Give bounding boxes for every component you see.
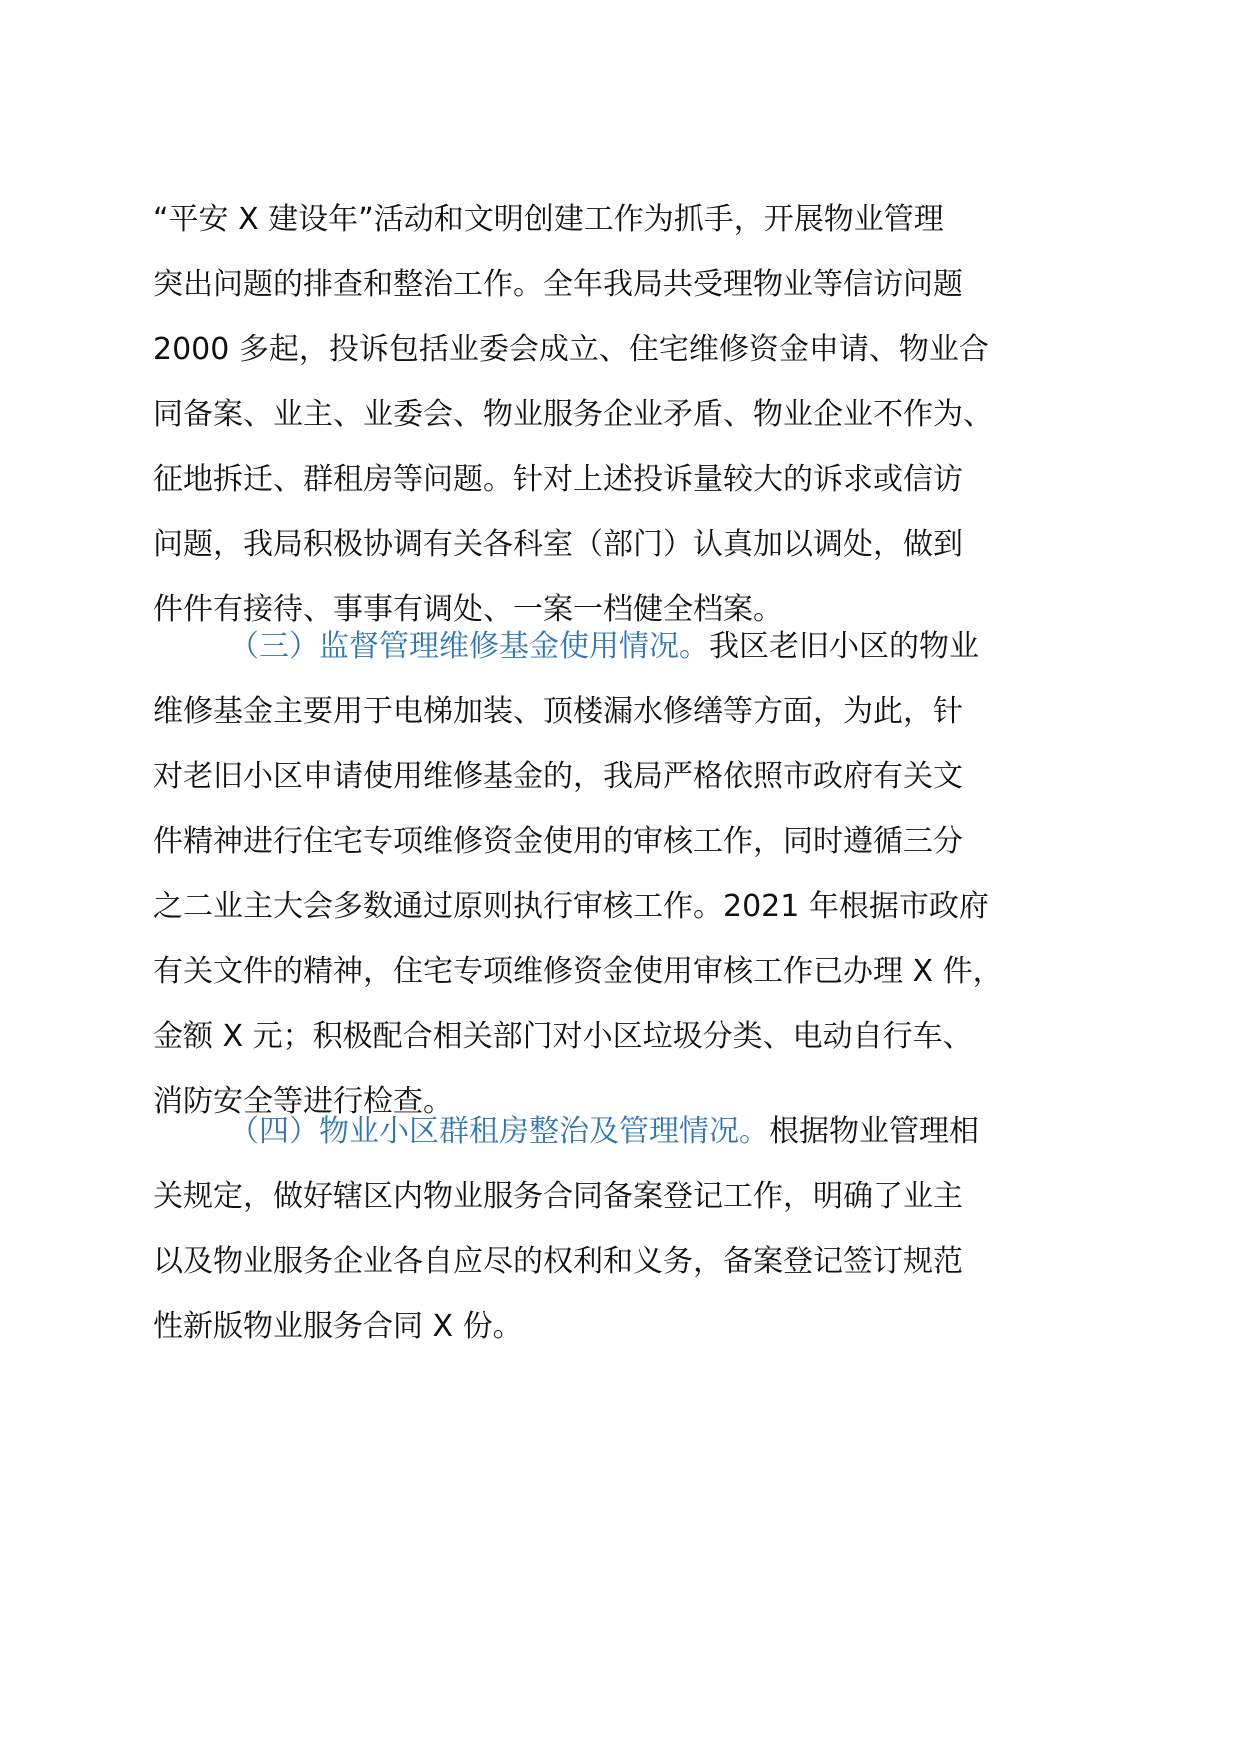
text-line: 之二业主大会多数通过原则执行审核工作。2021 年根据市政府	[153, 889, 989, 924]
text-line: 消防安全等进行检查。	[153, 1084, 453, 1119]
text-line: 关规定，做好辖区内物业服务合同备案登记工作，明确了业主	[153, 1179, 963, 1214]
text-line: 突出问题的排查和整治工作。全年我局共受理物业等信访问题	[153, 267, 963, 302]
text-line: 件件有接待、事事有调处、一案一档健全档案。	[153, 592, 783, 627]
text-line: 对老旧小区申请使用维修基金的，我局严格依照市政府有关文	[153, 759, 963, 794]
text-line: 维修基金主要用于电梯加装、顶楼漏水修缮等方面，为此，针	[153, 694, 963, 729]
paragraph-group-rental	[153, 1099, 1113, 1359]
text-line: 件精神进行住宅专项维修资金使用的审核工作，同时遵循三分	[153, 824, 963, 859]
text-line: 金额 X 元；积极配合相关部门对小区垃圾分类、电动自行车、	[153, 1019, 973, 1054]
text-line: 同备案、业主、业委会、物业服务企业矛盾、物业企业不作为、	[153, 397, 993, 432]
text-line: “平安 X 建设年”活动和文明创建工作为抓手，开展物业管理	[153, 202, 944, 237]
text-line: 有关文件的精神，住宅专项维修资金使用审核工作已办理 X 件，	[153, 954, 1003, 989]
section-heading-4: （四）物业小区群租房整治及管理情况。	[229, 1114, 769, 1149]
text-line: 2000 多起，投诉包括业委会成立、住宅维修资金申请、物业合	[153, 332, 989, 367]
text-line-first	[153, 1099, 1113, 1164]
text-line: 性新版物业服务合同 X 份。	[153, 1309, 523, 1344]
heading-continuation: 根据物业管理相	[769, 1114, 979, 1149]
heading-continuation: 我区老旧小区的物业	[709, 629, 979, 664]
paragraph-maintenance-fund	[153, 614, 1113, 1134]
text-line: 以及物业服务企业各自应尽的权利和义务，备案登记签订规范	[153, 1244, 963, 1279]
text-line: 问题，我局积极协调有关各科室（部门）认真加以调处，做到	[153, 527, 963, 562]
text-line-first	[153, 614, 1113, 679]
paragraph-complaints	[153, 187, 1113, 642]
section-heading-3: （三）监督管理维修基金使用情况。	[229, 629, 709, 664]
text-line: 征地拆迁、群租房等问题。针对上述投诉量较大的诉求或信访	[153, 462, 963, 497]
